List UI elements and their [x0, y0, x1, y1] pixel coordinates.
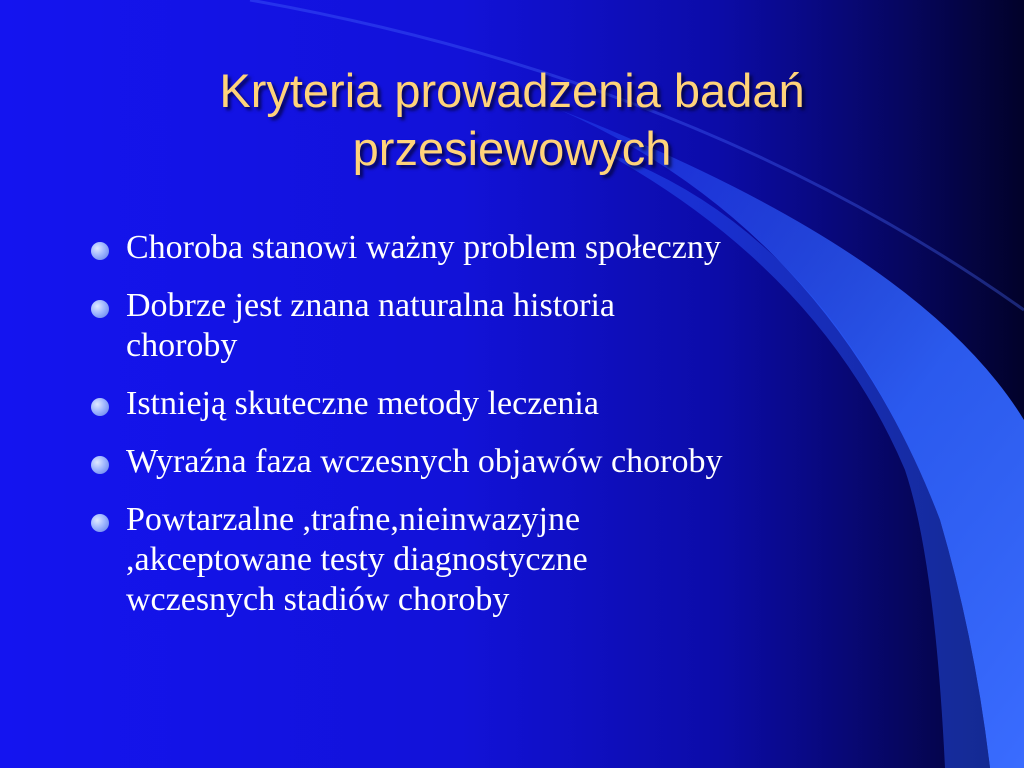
bullet-text-5-line-3: wczesnych stadiów choroby — [126, 581, 510, 618]
bullet-item-4 — [88, 442, 948, 482]
bullet-text-5-line-2: ,akceptowane testy diagnostyczne — [126, 541, 588, 578]
bullet-dot-icon — [91, 398, 109, 416]
bullet-dot-icon — [91, 300, 109, 318]
bullet-text-4-line-1: Wyraźna faza wczesnych objawów choroby — [126, 443, 723, 480]
bullet-text-5-line-1: Powtarzalne ,trafne,nieinwazyjne — [126, 501, 581, 538]
bullet-item-2 — [88, 286, 948, 366]
bullet-item-5 — [88, 500, 948, 620]
slide-title — [0, 62, 1024, 178]
bullet-text-2-line-1: Dobrze jest znana naturalna historia — [126, 287, 616, 324]
bullet-list — [88, 228, 948, 638]
bullet-dot-icon — [91, 456, 109, 474]
bullet-item-1 — [88, 228, 948, 268]
bullet-dot-icon — [91, 514, 109, 532]
bullet-text-1-line-1: Choroba stanowi ważny problem społeczny — [126, 229, 721, 266]
bullet-text-3-line-1: Istnieją skuteczne metody leczenia — [126, 385, 599, 422]
bullet-text-2-line-2: choroby — [126, 327, 238, 364]
slide-title-line-1: Kryteria prowadzenia badań — [219, 64, 805, 117]
slide-title-line-2: przesiewowych — [352, 122, 672, 175]
bullet-dot-icon — [91, 242, 109, 260]
bullet-item-3 — [88, 384, 948, 424]
